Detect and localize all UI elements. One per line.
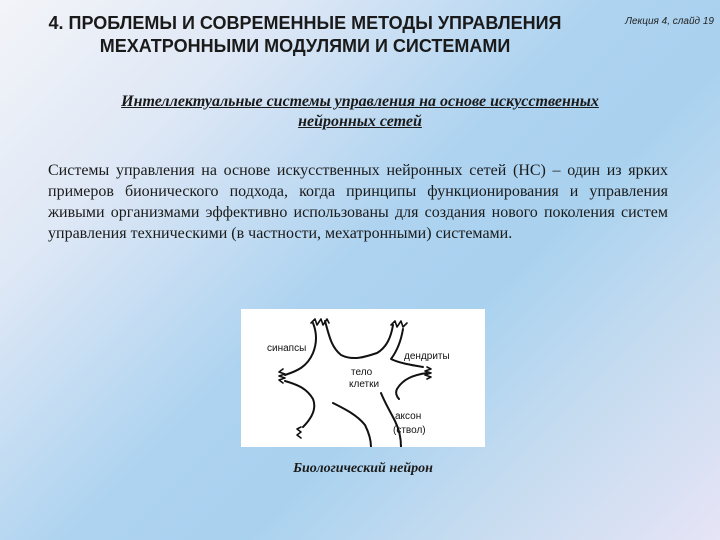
figure-caption: Биологический нейрон (293, 461, 433, 476)
label-dendrites: дендриты (404, 351, 450, 362)
section-heading-line-2: нейронных сетей (298, 113, 422, 130)
slide-title-line-1: 4. ПРОБЛЕМЫ И СОВРЕМЕННЫЕ МЕТОДЫ УПРАВЛЕНИЯ (48, 13, 562, 33)
synapse-squiggle-bottom-left (297, 427, 301, 438)
label-synapses: синапсы (267, 343, 307, 354)
neuron-figure (241, 309, 485, 447)
neuron-outline-upper-inner (325, 321, 393, 358)
label-cell-body-line-2: клетки (349, 379, 380, 390)
neuron-diagram (241, 309, 485, 447)
slide-title-line-2: МЕХАТРОННЫМИ МОДУЛЯМИ И СИСТЕМАМИ (99, 36, 511, 56)
body-paragraph: Системы управления на основе искусственных нейронных сетей (НС) – один из ярких примеров бионического подхода, когда принципы функционирования и управления живыми организмами эффективно использованы для создания нового поколения систем управления техническими (в частности, мехатронными) системами. (48, 162, 668, 242)
section-heading-line-1: Интеллектуальные системы управления на основе искусственных (121, 93, 599, 110)
section-heading (40, 92, 680, 132)
slide-title (0, 12, 610, 58)
neuron-outline-right-lower (396, 373, 427, 399)
lecture-reference: Лекция 4, слайд 19 (625, 16, 714, 27)
neuron-outline-left-lower (285, 381, 314, 427)
neuron-outline-axon-left (333, 403, 371, 447)
label-axon-line-2: (ствол) (393, 425, 426, 436)
label-axon-line-1: аксон (395, 411, 422, 422)
label-cell-body-line-1: тело (351, 367, 373, 378)
